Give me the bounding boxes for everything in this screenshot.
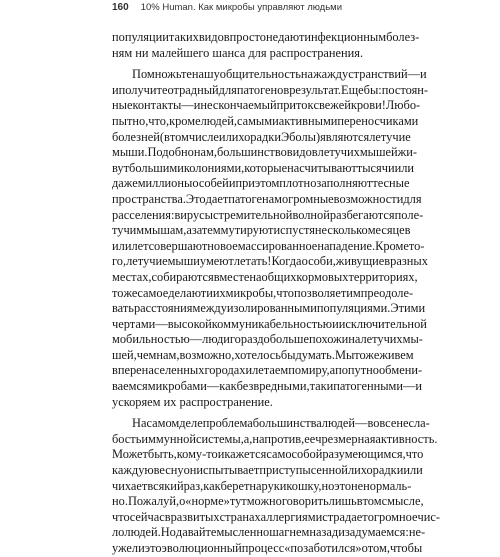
paragraph: [112, 30, 420, 61]
text-line: и получите отрадный для патогенов результат. Еще бы: постоян-: [112, 82, 429, 97]
text-line: шей, чем нам, возможно, хотелось бы думать. Мы тоже живем: [112, 347, 414, 362]
text-line: тучим мышам, а затем мутируют и спустя несколько месяцев: [112, 223, 411, 238]
text-line: в перенаселенных городах и летаем по миру, а попутно обмени-: [112, 363, 423, 378]
page-number: 160: [112, 1, 129, 13]
running-title: 10% Human. Как микробы управляют людьми: [140, 1, 343, 13]
text-line: ваемся микробами — как безвредными, так и патогенными — и: [112, 379, 423, 394]
text-line: чертами — высокой коммуникабельностью и исключительной: [112, 316, 427, 331]
text-line: вут большими колониями, которые насчитывают тысячи или: [112, 160, 415, 175]
text-line: мобильностью — люди гораздо больше похожи на летучих мы-: [112, 332, 423, 347]
text-line: даже миллионы особей и при этом плотно заполняют тесные: [112, 176, 410, 191]
text-line: но. Пожалуй, о «норме» тут можно говорить лишь в том смысле,: [112, 494, 424, 509]
text-line: Может быть, кому-то и кажется само собой разумеющимся, что: [112, 447, 424, 462]
text-line: чихает всякий раз, как берет на руки кошку, но это ненормаль-: [112, 478, 412, 493]
text-line: ужели это эволюционный процесс «позаботился» о том, чтобы: [112, 541, 423, 555]
text-line: ням ни малейшего шанса для распространения.: [112, 45, 364, 60]
text-line: ускоряем их распространение.: [112, 394, 273, 409]
text-line: пытно, что, кроме людей, самыми активными переносчиками: [112, 113, 419, 128]
text-line: го, летучие мыши умеют летать! Когда особи, живущие в разных: [112, 254, 428, 269]
paragraph: [112, 416, 440, 556]
text-line: болезней (в том числе и лихорадки Эболы) являются летучие: [112, 129, 411, 144]
text-line: вать расстояния между изолированными популяциями. Этими: [112, 301, 426, 316]
paragraph: [112, 67, 429, 410]
text-line: местах, собираются вместе на общих кормовых территориях,: [112, 269, 418, 284]
text-line: мыши. Подобно нам, большинство видов летучих мышей жи-: [112, 145, 417, 160]
text-line: популяции таких видов просто не дают инфекционным болез-: [112, 30, 420, 44]
text-line: каждую весну он испытывает приступы сенной лихорадки или: [112, 463, 423, 478]
page-header: [112, 0, 342, 14]
text-line: ные контакты — и нескончаемый приток свежей крови! Любо-: [112, 98, 421, 113]
body-text: [112, 30, 440, 557]
text-line: бость иммунной системы, а, напротив, ее чрезмерная активность.: [112, 431, 438, 446]
text-line: ло людей. Но давайте мысленно шагнем назад и задумаемся: не-: [112, 525, 426, 540]
text-line: то же самое делают и их микробы, что позволяет им преодоле-: [112, 285, 414, 300]
text-line: пространства. Это дает патогенам огромные возможности для: [112, 191, 422, 206]
text-line: расселения: вирусы стремительной волной разбегаются по ле-: [112, 207, 424, 222]
text-line: Помножьте нашу общительность на жажду странствий — и: [132, 67, 427, 82]
text-line: что сейчас в развитых странах аллергиями страдает огромное чис-: [112, 509, 440, 524]
text-line: или лет совершают новое массированное нападение. Кроме то-: [112, 238, 425, 253]
text-line: На самом деле проблема большинства людей — вовсе не сла-: [132, 416, 430, 431]
